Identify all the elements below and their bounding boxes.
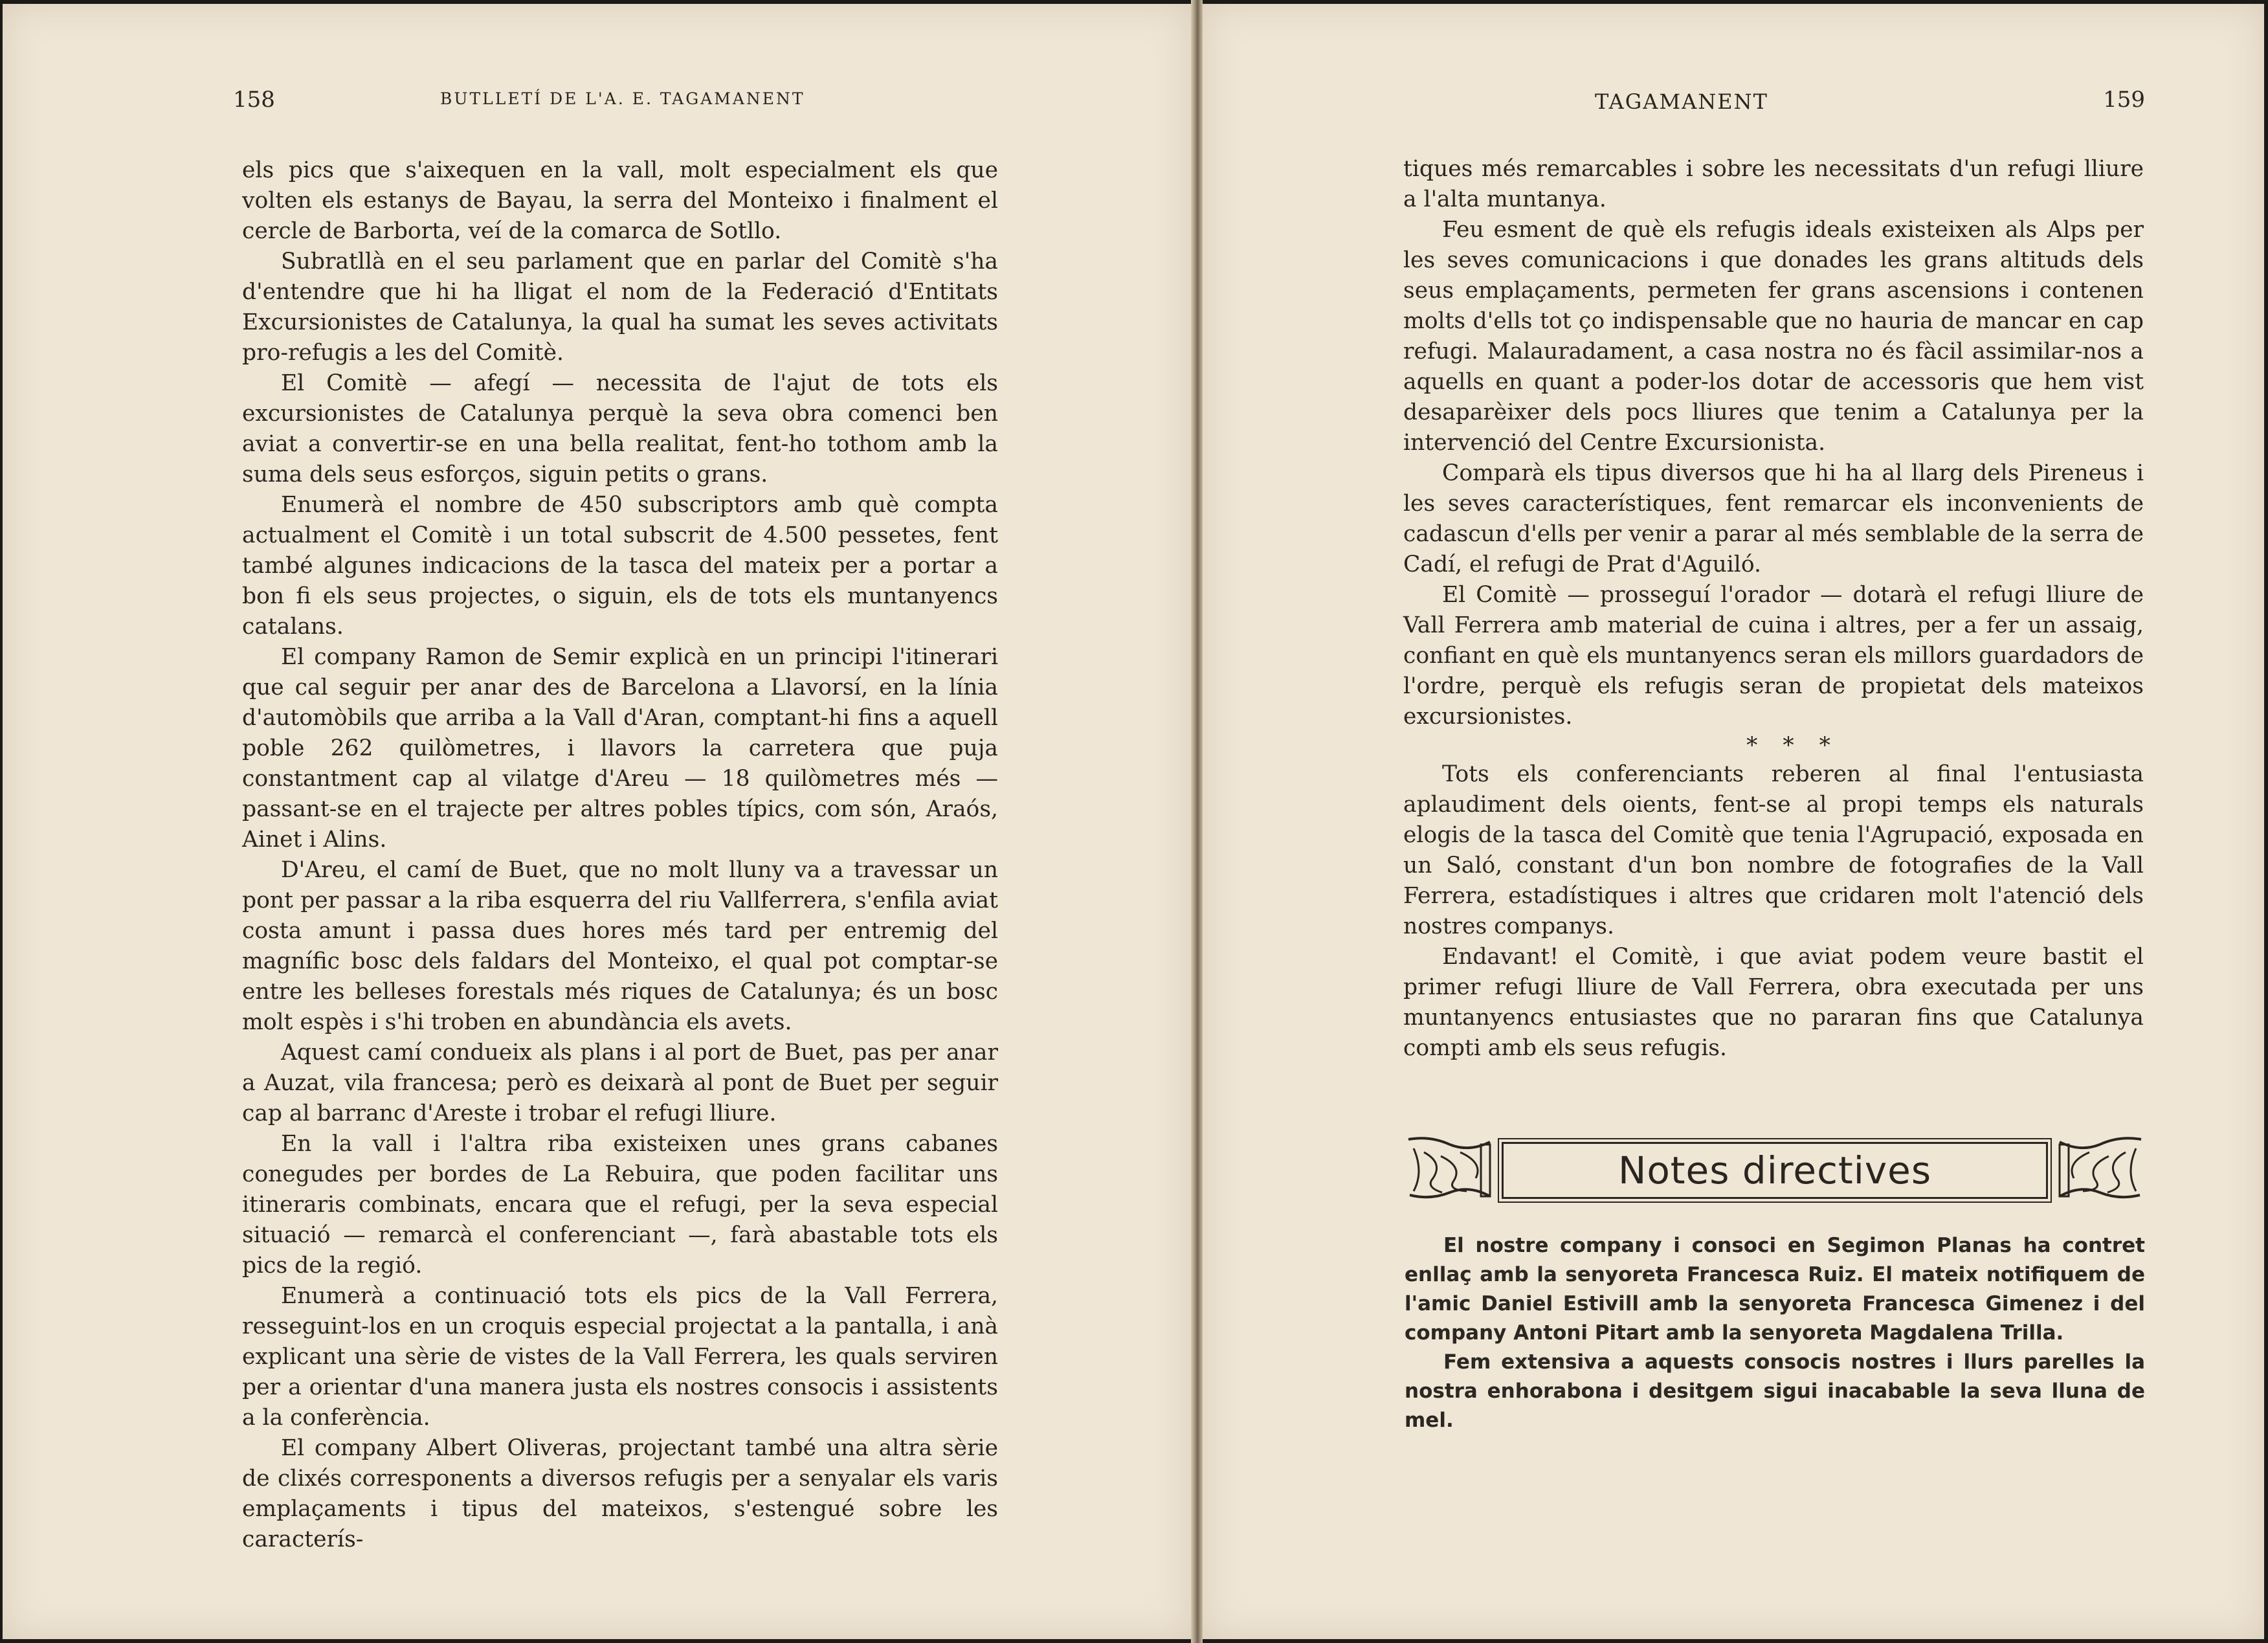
page-number: 158 bbox=[233, 87, 275, 113]
paragraph: Subratllà en el seu parlament que en parlar del Comitè s'ha d'entendre que hi ha lligat el nom de la Federació d'Entitats Excursionistes de Catalunya, la qual ha sumat les seves activitats pro-refugis a les del Comitè. bbox=[242, 249, 998, 366]
left-page bbox=[3, 4, 1191, 1639]
paragraph: Comparà els tipus diversos que hi ha al llarg dels Pireneus i les seves característiques, fent remarcar els inconvenients de cadascun d'ells per venir a parar al més semblable de la serra de Cadí, el refugi de Prat d'Aguiló. bbox=[1403, 460, 2144, 577]
section-separator: * * * bbox=[1746, 733, 1840, 759]
section-banner bbox=[1405, 1130, 2145, 1208]
paragraph: En la vall i l'altra riba existeixen unes grans cabanes conegudes per bordes de La Rebuira, que poden facilitar uns itineraris combinats, encara que el refugi, per la seva especial situació — remarcà el conferenciant —, farà abastable tots els pics de la regió. bbox=[242, 1131, 998, 1279]
note-paragraph: Fem extensiva a aquests consocis nostres i llurs parelles la nostra enhorabona i desitgem sigui inacabable la seva lluna de mel. bbox=[1405, 1350, 2145, 1432]
paragraph: D'Areu, el camí de Buet, que no molt lluny va a travessar un pont per passar a la riba esquerra del riu Vallferrera, s'enfila aviat costa amunt i passa dues hores més tard per entremig del magnífic bosc dels faldars del Monteixo, el qual pot comptar-se entre les belleses forestals més riques de Catalunya; és un bosc molt espès i s'hi troben en abundància els avets. bbox=[242, 857, 998, 1035]
paragraph: Feu esment de què els refugis ideals existeixen als Alps per les seves comunicacions i que donades les grans altituds dels seus emplaçaments, permeten fer grans ascensions i contenen molts d'ells tot ço indispensable que no hauria de mancar en cap refugi. Malauradament, a casa nostra no és fàcil assimilar-nos a aquells en quant a poder-los dotar de accessoris que hem vist desaparèixer dels pocs lliures que tenim a Catalunya per la intervenció del Centre Excursionista. bbox=[1403, 217, 2144, 456]
paragraph: El company Albert Oliveras, projectant també una altra sèrie de clixés corresponents a diversos refugis per a senyalar els varis emplaçaments i tipus del mateixos, s'estengué sobre les caracterís- bbox=[242, 1435, 998, 1552]
paragraph: Tots els conferenciants reberen al final l'entusiasta aplaudiment dels oients, fent-se al propi temps els naturals elogis de la tasca del Comitè que tenia l'Agrupació, exposada en un Saló, constant d'un bon nombre de fotografies de la Vall Ferrera, estadístiques i altres que cridaren molt l'atenció dels nostres companys. bbox=[1403, 761, 2144, 939]
running-head: BUTLLETÍ DE L'A. E. TAGAMANENT bbox=[440, 89, 805, 108]
paragraph: Aquest camí condueix als plans i al port de Buet, pas per anar a Auzat, vila francesa; però es deixarà al pont de Buet per seguir cap al barranc d'Areste i trobar el refugi lliure. bbox=[242, 1040, 998, 1126]
paragraph: El company Ramon de Semir explicà en un principi l'itinerari que cal seguir per anar des de Barcelona a Llavorsí, en la línia d'automòbils que arriba a la Vall d'Aran, comptant-hi fins a aquell poble 262 quilòmetres, i llavors la carretera que puja constantment cap al vilatge d'Areu — 18 quilòmetres més — passant-se en el trajecte per altres pobles típics, com són, Araós, Ainet i Alins. bbox=[242, 644, 998, 853]
page-number: 159 bbox=[2103, 87, 2145, 113]
art-nouveau-ornament-icon bbox=[1405, 1133, 1495, 1205]
paragraph: Enumerà a continuació tots els pics de la Vall Ferrera, resseguint-los en un croquis especial projectat a la pantalla, i anà explicant una sèrie de vistes de la Vall Ferrera, les quals serviren per a orientar d'una manera justa els nostres consocis i assistents a la conferència. bbox=[242, 1283, 998, 1431]
section-title-box bbox=[1502, 1142, 2048, 1199]
book-gutter bbox=[1191, 0, 1203, 1643]
left-page-body bbox=[242, 155, 998, 1555]
paragraph: El Comitè — afegí — necessita de l'ajut de tots els excursionistes de Catalunya perquè la seva obra comenci ben aviat a convertir-se en una bella realitat, fent-ho tothom amb la suma dels seus esforços, siguin petits o grans. bbox=[242, 370, 998, 487]
running-head: TAGAMANENT bbox=[1595, 89, 1768, 114]
notes-body bbox=[1405, 1231, 2145, 1435]
paragraph: els pics que s'aixequen en la vall, molt especialment els que volten els estanys de Bayau, la serra del Monteixo i finalment el cercle de Barborta, veí de la comarca de Sotllo. bbox=[242, 157, 998, 244]
art-nouveau-ornament-icon bbox=[2054, 1133, 2145, 1205]
right-page bbox=[1203, 4, 2264, 1639]
paragraph: El Comitè — prosseguí l'orador — dotarà el refugi lliure de Vall Ferrera amb material de cuina i altres, per a fer un assaig, confiant en què els muntanyencs seran els millors guardadors de l'ordre, perquè els refugis seran de propietat dels mateixos excursionistes. bbox=[1403, 582, 2144, 730]
section-title: Notes directives bbox=[1618, 1148, 1932, 1192]
right-page-header bbox=[1401, 87, 2145, 126]
left-page-header bbox=[233, 87, 1003, 126]
paragraph: Enumerà el nombre de 450 subscriptors amb què compta actualment el Comitè i un total subscrit de 4.500 pessetes, fent també algunes indicacions de la tasca del mateix per a portar a bon fi els seus projectes, o siguin, els de tots els muntanyencs catalans. bbox=[242, 492, 998, 640]
right-page-body bbox=[1403, 154, 2144, 1064]
note-paragraph: El nostre company i consoci en Segimon Planas ha contret enllaç amb la senyoreta Francesca Ruiz. El mateix notifiquem de l'amic Daniel Estivill amb la senyoreta Francesca Gimenez i del company Antoni Pitart amb la senyoreta Magdalena Trilla. bbox=[1405, 1234, 2145, 1345]
paragraph: tiques més remarcables i sobre les necessitats d'un refugi lliure a l'alta muntanya. bbox=[1403, 156, 2144, 212]
paragraph: Endavant! el Comitè, i que aviat podem veure bastit el primer refugi lliure de Vall Ferrera, obra executada per uns muntanyencs entusiastes que no pararan fins que Catalunya compti amb els seus refugis. bbox=[1403, 944, 2144, 1061]
